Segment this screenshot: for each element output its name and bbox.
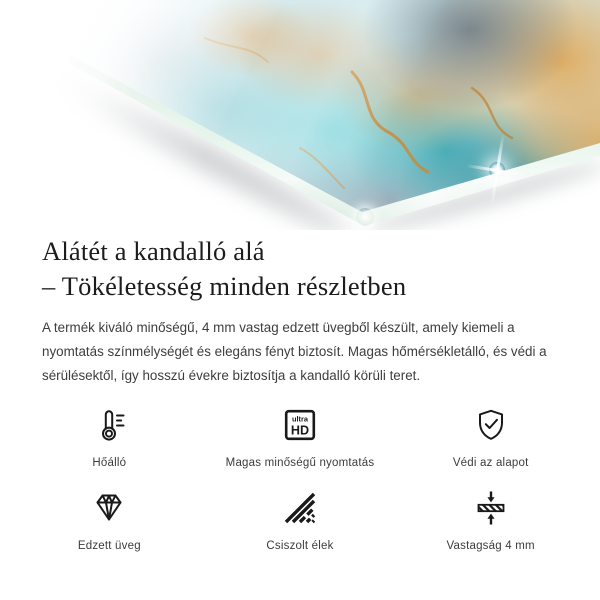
- diamond-icon: [90, 489, 128, 527]
- feature-high-quality-print: [205, 406, 396, 469]
- svg-text:HD: HD: [290, 423, 310, 438]
- edge-glint-icon: [356, 208, 374, 226]
- title-line-1: Alátét a kandalló alá: [42, 236, 265, 266]
- feature-label: Magas minőségű nyomtatás: [225, 457, 375, 469]
- feature-tempered-glass: [14, 489, 205, 552]
- feature-grid: [0, 406, 600, 552]
- feature-polished-edges: [205, 489, 396, 552]
- product-description: A termék kiváló minőségű, 4 mm vastag edzett üvegből készült, amely kiemeli a nyomtatás színmélységét és elegáns fényt biztosít. Magas hőmérsékletálló, és védi a sérülésektől, így hosszú évekre biztosítja a kandalló körüli teret.: [42, 320, 547, 383]
- feature-thickness: [395, 489, 586, 552]
- ultra-hd-icon: [281, 406, 319, 444]
- shield-check-icon: [472, 406, 510, 444]
- feature-protects-base: [395, 406, 586, 469]
- svg-text:ultra: ultra: [291, 414, 308, 424]
- title-line-2: – Tökéletesség minden részletben: [42, 271, 407, 301]
- feature-label: Edzett üveg: [77, 540, 141, 552]
- content-section: [0, 234, 600, 388]
- feature-label: Vastagság 4 mm: [446, 540, 535, 552]
- product-photo: [0, 0, 600, 230]
- thermometer-icon: [90, 406, 128, 444]
- page-title: [42, 234, 558, 304]
- thickness-icon: [472, 489, 510, 527]
- feature-label: Védi az alapot: [452, 457, 529, 469]
- feature-label: Csiszolt élek: [266, 540, 334, 552]
- polished-edges-icon: [281, 489, 319, 527]
- feature-heat-resistant: [14, 406, 205, 469]
- feature-label: Hőálló: [92, 457, 127, 469]
